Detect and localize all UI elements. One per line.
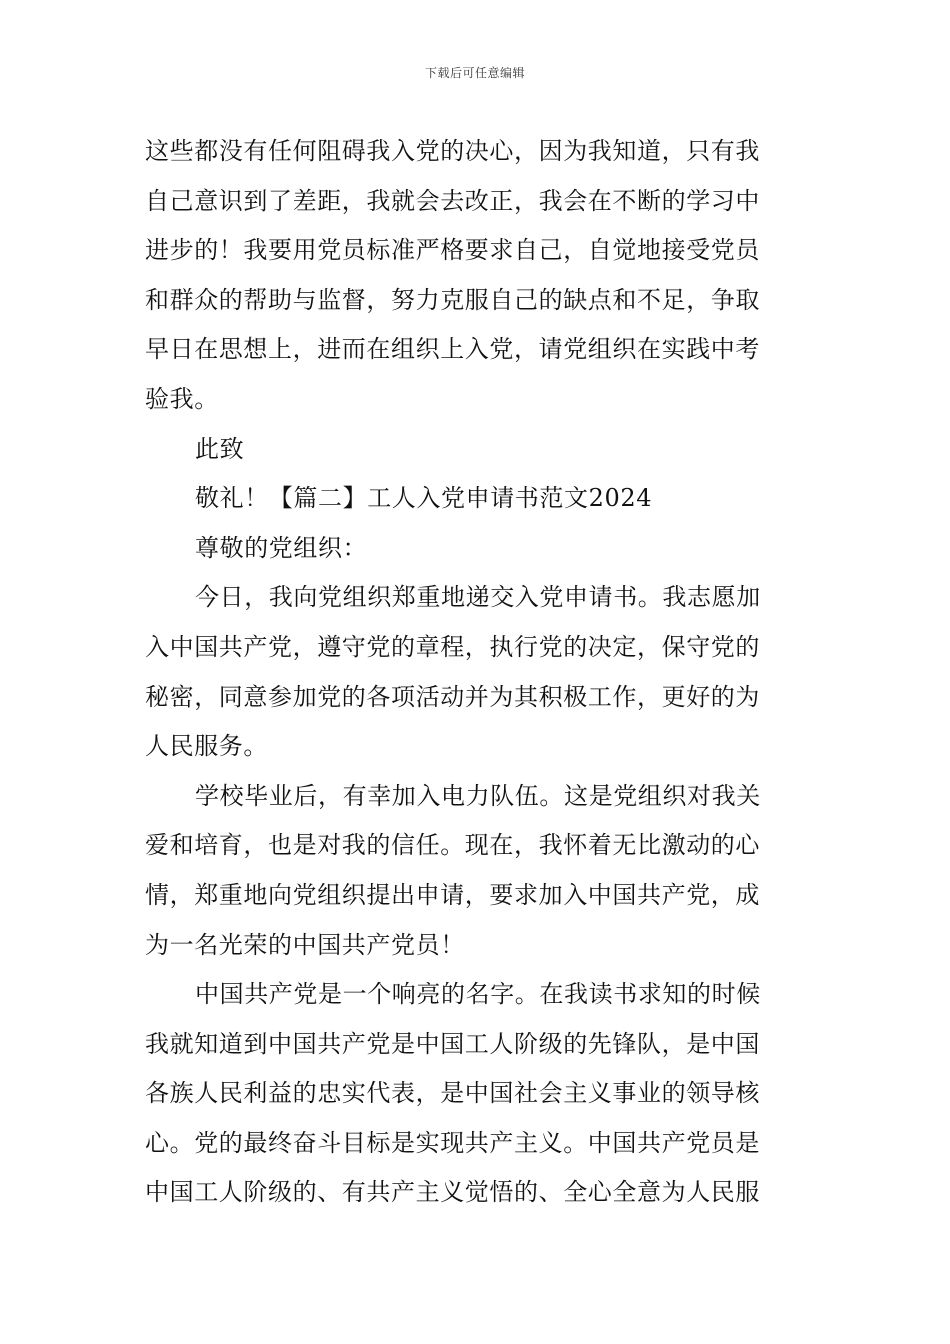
text-line: 今日，我向党组织郑重地递交入党申请书。我志愿加 [195,583,761,612]
text-line: 入中国共产党，遵守党的章程，执行党的决定，保守党的 [145,632,760,661]
text-line: 秘密，同意参加党的各项活动并为其积极工作，更好的为 [145,682,760,711]
text-line: 各族人民利益的忠实代表，是中国社会主义事业的领导核 [145,1079,760,1108]
text-line: 人民服务。 [145,732,268,761]
text-line: 情，郑重地向党组织提出申请，要求加入中国共产党，成 [145,880,760,909]
greeting-line: 尊敬的党组织： [195,533,368,562]
text-line: 和群众的帮助与监督，努力克服自己的缺点和不足，争取 [145,285,760,314]
text-line: 学校毕业后，有幸加入电力队伍。这是党组织对我关 [195,781,761,810]
section-heading: 敬礼！【篇二】工人入党申请书范文2024 [195,484,653,513]
text-line: 心。党的最终奋斗目标是实现共产主义。中国共产党员是 [145,1128,760,1157]
text-line: 爱和培育，也是对我的信任。现在，我怀着无比激动的心 [145,831,760,860]
text-line: 自己意识到了差距，我就会去改正，我会在不断的学习中 [145,186,760,215]
document-body [145,127,807,1218]
salutation-line: 此致 [195,434,245,463]
text-line: 验我。 [145,384,219,413]
text-line: 为一名光荣的中国共产党员！ [145,930,465,959]
text-line: 这些都没有任何阻碍我入党的决心，因为我知道，只有我 [145,137,760,165]
text-line: 进步的！我要用党员标准严格要求自己，自觉地接受党员 [145,236,760,265]
text-line: 早日在思想上，进而在组织上入党，请党组织在实践中考 [145,335,760,364]
text-line: 中国共产党是一个响亮的名字。在我读书求知的时候 [195,980,761,1009]
page-header: 下载后可任意编辑 [424,66,525,80]
text-line: 我就知道到中国共产党是中国工人阶级的先锋队，是中国 [145,1029,760,1058]
text-line: 中国工人阶级的、有共产主义觉悟的、全心全意为人民服 [145,1178,760,1207]
